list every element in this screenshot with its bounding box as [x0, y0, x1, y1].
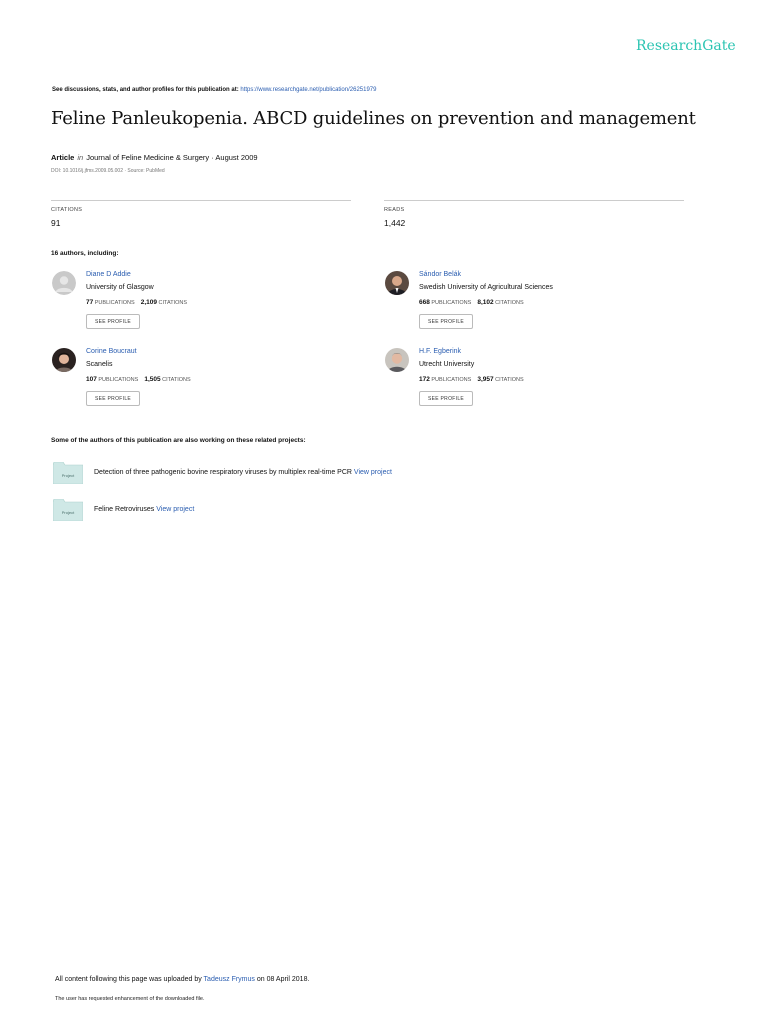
project-text — [94, 506, 194, 513]
article-info — [51, 153, 258, 162]
author-institution: Utrecht University — [419, 361, 475, 368]
author-name-link[interactable]: H.F. Egberink — [419, 348, 462, 355]
author-stats — [419, 376, 524, 383]
see-profile-button[interactable]: SEE PROFILE — [86, 391, 140, 406]
project-folder-icon[interactable] — [53, 462, 83, 484]
project-icon-label: Project — [61, 473, 75, 478]
citation-count: 1,505 — [144, 376, 161, 383]
citations-label: CITATIONS — [495, 300, 524, 306]
project-folder-icon[interactable] — [53, 499, 83, 521]
view-project-link[interactable]: View project — [353, 469, 392, 476]
see-profile-button[interactable]: SEE PROFILE — [419, 391, 473, 406]
in-label: in — [77, 153, 84, 162]
project-title: Detection of three pathogenic bovine respiratory viruses by multiplex real-time PCR — [94, 469, 352, 476]
author-photo[interactable] — [52, 348, 76, 372]
upload-suffix: on 08 April 2018. — [256, 976, 310, 983]
author-photo[interactable] — [385, 348, 409, 372]
author-name-link[interactable]: Diane D Addie — [86, 271, 131, 278]
doi-line: DOI: 10.1016/j.jfms.2009.05.002 · Source: PubMed — [51, 168, 165, 174]
author-stats — [86, 376, 191, 383]
view-project-link[interactable]: View project — [156, 506, 195, 513]
citations-label: CITATIONS — [495, 377, 524, 383]
author-institution: Scanelis — [86, 361, 113, 368]
publications-label: PUBLICATIONS — [98, 377, 139, 383]
citations-label: CITATIONS — [158, 300, 188, 306]
author-card — [385, 348, 675, 418]
author-card — [52, 271, 342, 341]
citations-divider — [51, 200, 351, 201]
upload-prefix: All content following this page was uploaded by — [55, 976, 202, 983]
project-title: Feline Retroviruses — [94, 506, 155, 513]
citations-value: 91 — [51, 218, 61, 228]
researchgate-logo[interactable]: ResearchGate — [636, 38, 736, 54]
see-profile-button[interactable]: SEE PROFILE — [419, 314, 473, 329]
publications-label: PUBLICATIONS — [94, 300, 135, 306]
related-projects-heading: Some of the authors of this publication are also working on these related projects: — [51, 437, 306, 444]
discussion-line — [52, 87, 376, 93]
citation-count: 2,109 — [140, 299, 157, 306]
authors-heading: 16 authors, including: — [51, 250, 119, 257]
article-type: Article — [51, 153, 75, 162]
author-name-link[interactable]: Sándor Belák — [419, 271, 462, 278]
paper-title: Feline Panleukopenia. ABCD guidelines on prevention and management — [51, 108, 696, 129]
enhancement-note: The user has requested enhancement of the downloaded file. — [55, 996, 205, 1002]
discussion-prefix: See discussions, stats, and author profiles for this publication at: — [52, 87, 239, 93]
see-profile-button[interactable]: SEE PROFILE — [86, 314, 140, 329]
project-text — [94, 469, 392, 476]
author-photo[interactable] — [385, 271, 409, 295]
publications-label: PUBLICATIONS — [431, 300, 472, 306]
author-institution: University of Glasgow — [86, 284, 154, 291]
reads-label: READS — [384, 207, 405, 213]
author-card — [385, 271, 675, 341]
placeholder-avatar-icon[interactable] — [52, 271, 76, 295]
reads-divider — [384, 200, 684, 201]
publications-label: PUBLICATIONS — [431, 377, 472, 383]
publication-count: 77 — [86, 299, 94, 306]
project-icon-label: Project — [61, 510, 75, 515]
citations-label: CITATIONS — [51, 207, 83, 213]
citation-count: 3,957 — [477, 376, 494, 383]
project-item — [53, 462, 653, 486]
publication-url-link[interactable]: https://www.researchgate.net/publication/26251979 — [240, 87, 377, 93]
uploader-link[interactable]: Tadeusz Frymus — [203, 976, 255, 983]
publication-count: 172 — [419, 376, 430, 383]
author-card — [52, 348, 342, 418]
citations-label: CITATIONS — [162, 377, 191, 383]
journal-name: Journal of Feline Medicine & Surgery · August 2009 — [86, 153, 258, 162]
publication-count: 107 — [86, 376, 97, 383]
author-name-link[interactable]: Corine Boucraut — [86, 348, 137, 355]
upload-notice — [55, 976, 309, 983]
reads-value: 1,442 — [384, 218, 406, 228]
publication-count: 668 — [419, 299, 430, 306]
author-stats — [86, 299, 187, 306]
author-institution: Swedish University of Agricultural Sciences — [419, 284, 553, 291]
citation-count: 8,102 — [477, 299, 494, 306]
project-item — [53, 499, 653, 523]
author-stats — [419, 299, 524, 306]
